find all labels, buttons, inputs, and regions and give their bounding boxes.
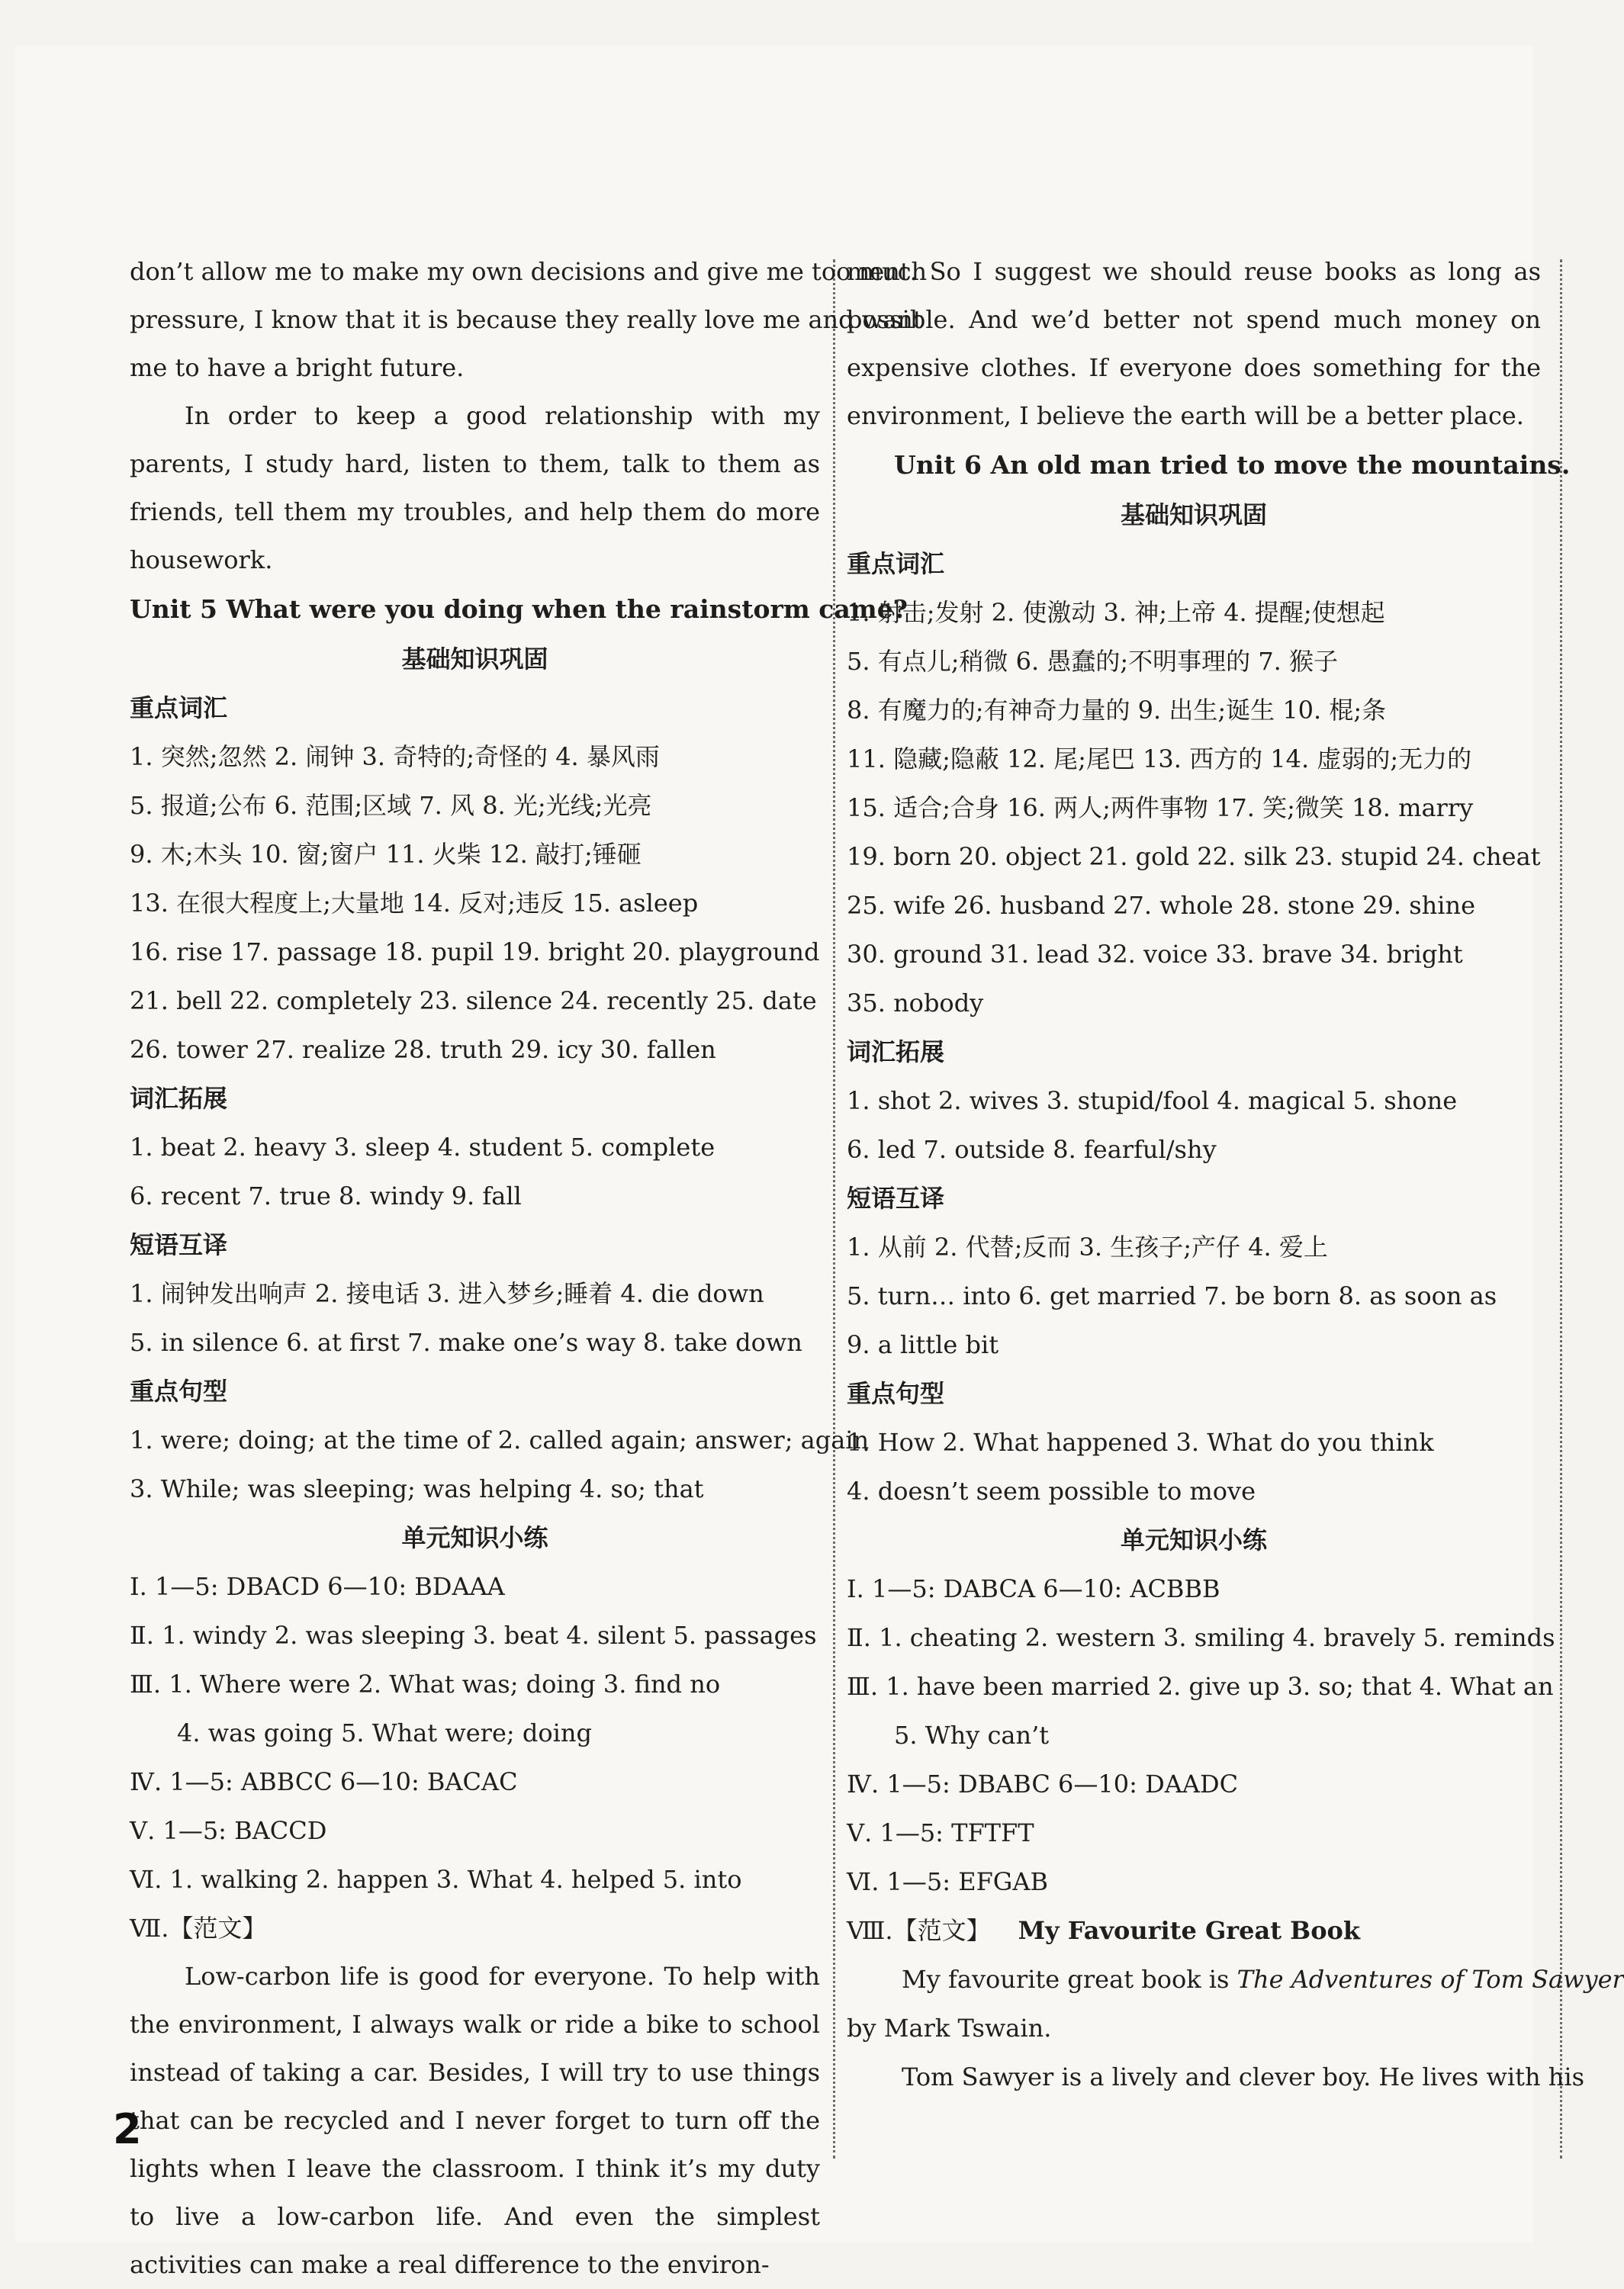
answer-line: 1. How 2. What happened 3. What do you think bbox=[847, 1428, 1434, 1457]
answer-line: 4. doesn’t seem possible to move bbox=[847, 1477, 1256, 1506]
answer-line: 25. wife 26. husband 27. whole 28. stone 29. shine bbox=[847, 891, 1476, 920]
answer-line: 1. shot 2. wives 3. stupid/fool 4. magical 5. shone bbox=[847, 1086, 1458, 1115]
unit6-expand-heading: 词汇拓展 bbox=[847, 1037, 945, 1066]
unit5-basic-heading: 基础知识巩固 bbox=[401, 645, 548, 674]
answer-line: 13. 在很大程度上;大量地 14. 反对;违反 15. asleep bbox=[130, 889, 699, 918]
answer-line: Ⅳ. 1—5: ABBCC 6—10: BACAC bbox=[130, 1767, 518, 1796]
page bbox=[15, 46, 1624, 2279]
answer-line: 16. rise 17. passage 18. pupil 19. bright 20. playground bbox=[130, 937, 820, 966]
answer-line: 30. ground 31. lead 32. voice 33. brave 34. bright bbox=[847, 940, 1463, 969]
unit5-title: Unit 5 What were you doing when the rainstorm came? bbox=[130, 594, 908, 624]
essay-heading-line bbox=[847, 1906, 1541, 1955]
answer-line: Ⅴ. 1—5: TFTFT bbox=[847, 1818, 1034, 1847]
unit6-practice-heading: 单元知识小练 bbox=[1120, 1525, 1267, 1554]
unit6-vocab-heading: 重点词汇 bbox=[847, 549, 945, 578]
text-line: don’t allow me to make my own decisions and give me too much bbox=[130, 257, 928, 286]
answer-line: Ⅴ. 1—5: BACCD bbox=[130, 1816, 327, 1845]
answer-line: 5. 有点儿;稍微 6. 愚蠢的;不明事理的 7. 猴子 bbox=[847, 647, 1339, 676]
answer-line: 1. beat 2. heavy 3. sleep 4. student 5. complete bbox=[130, 1133, 716, 1162]
answer-line: 1. 突然;忽然 2. 闹钟 3. 奇特的;奇怪的 4. 暴风雨 bbox=[130, 742, 660, 771]
essay-title: My Favourite Great Book bbox=[1018, 1916, 1361, 1945]
answer-line: 19. born 20. object 21. gold 22. silk 23. stupid 24. cheat bbox=[847, 842, 1541, 871]
text-line: pressure, I know that it is because they really love me and want bbox=[130, 305, 923, 334]
answer-line: 21. bell 22. completely 23. silence 24. recently 25. date bbox=[130, 986, 817, 1015]
answer-line: Ⅱ. 1. cheating 2. western 3. smiling 4. bravely 5. reminds bbox=[847, 1623, 1555, 1652]
answer-line: Ⅵ. 1. walking 2. happen 3. What 4. helped 5. into bbox=[130, 1865, 742, 1894]
answer-line: 1. 从前 2. 代替;反而 3. 生孩子;产仔 4. 爱上 bbox=[847, 1233, 1328, 1262]
unit6-phrase-heading: 短语互译 bbox=[847, 1184, 945, 1213]
answer-line: 3. While; was sleeping; was helping 4. so; that bbox=[130, 1474, 704, 1503]
unit5-sentence-heading: 重点句型 bbox=[130, 1377, 228, 1406]
answer-line: 1. were; doing; at the time of 2. called again; answer; again bbox=[130, 1426, 870, 1455]
essay-line: Tom Sawyer is a lively and clever boy. He lives with his bbox=[902, 2062, 1585, 2091]
answer-line: Ⅱ. 1. windy 2. was sleeping 3. beat 4. silent 5. passages bbox=[130, 1621, 817, 1650]
answer-line: 15. 适合;合身 16. 两人;两件事物 17. 笑;微笑 18. marry bbox=[847, 793, 1474, 822]
essay-label: Ⅷ.【范文】 bbox=[847, 1916, 991, 1945]
answer-line: 6. led 7. outside 8. fearful/shy bbox=[847, 1135, 1217, 1164]
book-title: The Adventures of Tom Sawyer bbox=[1236, 1965, 1624, 1994]
essay-line: by Mark Tswain. bbox=[847, 2014, 1052, 2043]
column-divider bbox=[833, 259, 835, 2159]
unit5-vocab-heading: 重点词汇 bbox=[130, 693, 228, 722]
unit5-practice-heading: 单元知识小练 bbox=[401, 1523, 548, 1552]
essay-text: My favourite great book is bbox=[902, 1965, 1230, 1994]
answer-line: 5. in silence 6. at first 7. make one’s way 8. take down bbox=[130, 1328, 802, 1357]
answer-line: 11. 隐藏;隐蔽 12. 尾;尾巴 13. 西方的 14. 虚弱的;无力的 bbox=[847, 744, 1472, 773]
unit6-sentence-heading: 重点句型 bbox=[847, 1379, 945, 1408]
edge-divider bbox=[1560, 259, 1562, 2159]
answer-line: 26. tower 27. realize 28. truth 29. icy 30. fallen bbox=[130, 1035, 716, 1064]
answer-line: 5. turn… into 6. get married 7. be born 8. as soon as bbox=[847, 1281, 1497, 1310]
page-number: 2 bbox=[113, 2105, 142, 2153]
unit6-title: Unit 6 An old man tried to move the mountains. bbox=[894, 450, 1571, 480]
unit5-expand-heading: 词汇拓展 bbox=[130, 1084, 228, 1113]
answer-line: Ⅳ. 1—5: DBABC 6—10: DAADC bbox=[847, 1770, 1239, 1799]
answer-line: 9. a little bit bbox=[847, 1330, 999, 1359]
answer-line: 35. nobody bbox=[847, 989, 984, 1018]
answer-line: 4. was going 5. What were; doing bbox=[177, 1718, 592, 1747]
right-column bbox=[847, 248, 1624, 2101]
model-essay: Low-carbon life is good for everyone. To help with the environment, I always walk or ride a bike to school instead of taking a car. Besides, I will try to use things that can be recycled and I never forget to turn off the lights when I leave the classroom. I think it’s my duty to live a low-carbon life. And even the simplest activities can make a real difference to the environ- bbox=[130, 1962, 820, 2279]
answer-line: Ⅲ. 1. have been married 2. give up 3. so; that 4. What an bbox=[847, 1672, 1554, 1701]
answer-line: Ⅰ. 1—5: DABCA 6—10: ACBBB bbox=[847, 1574, 1220, 1603]
text-line: me to have a bright future. bbox=[130, 353, 465, 382]
unit6-basic-heading: 基础知识巩固 bbox=[1120, 500, 1267, 529]
answer-line: 5. Why can’t bbox=[894, 1721, 1050, 1750]
answer-line: Ⅵ. 1—5: EFGAB bbox=[847, 1867, 1048, 1896]
answer-line: Ⅶ.【范文】 bbox=[130, 1914, 267, 1943]
answer-line: 5. 报道;公布 6. 范围;区域 7. 风 8. 光;光线;光亮 bbox=[130, 791, 652, 820]
answer-line: 1. 射击;发射 2. 使激动 3. 神;上帝 4. 提醒;使想起 bbox=[847, 598, 1385, 627]
unit5-phrase-heading: 短语互译 bbox=[130, 1230, 228, 1259]
answer-line: Ⅰ. 1—5: DBACD 6—10: BDAAA bbox=[130, 1572, 505, 1601]
answer-line: 9. 木;木头 10. 窗;窗户 11. 火柴 12. 敲打;锤砸 bbox=[130, 840, 642, 869]
paragraph: In order to keep a good relationship with my parents, I study hard, listen to them, talk to them as friends, tell them my troubles, and help them do more housework. bbox=[130, 401, 820, 574]
answer-line: Ⅲ. 1. Where were 2. What was; doing 3. find no bbox=[130, 1670, 721, 1699]
answer-line: 6. recent 7. true 8. windy 9. fall bbox=[130, 1181, 522, 1210]
essay-line bbox=[847, 1955, 1624, 2004]
essay-continued: ment. So I suggest we should reuse books as long as possible. And we’d better not spend much money on expensive clothes. If everyone does something for the environment, I believe the earth will be a better place. bbox=[847, 257, 1541, 430]
answer-line: 1. 闹钟发出响声 2. 接电话 3. 进入梦乡;睡着 4. die down bbox=[130, 1279, 764, 1308]
answer-line: 8. 有魔力的;有神奇力量的 9. 出生;诞生 10. 棍;条 bbox=[847, 696, 1387, 725]
